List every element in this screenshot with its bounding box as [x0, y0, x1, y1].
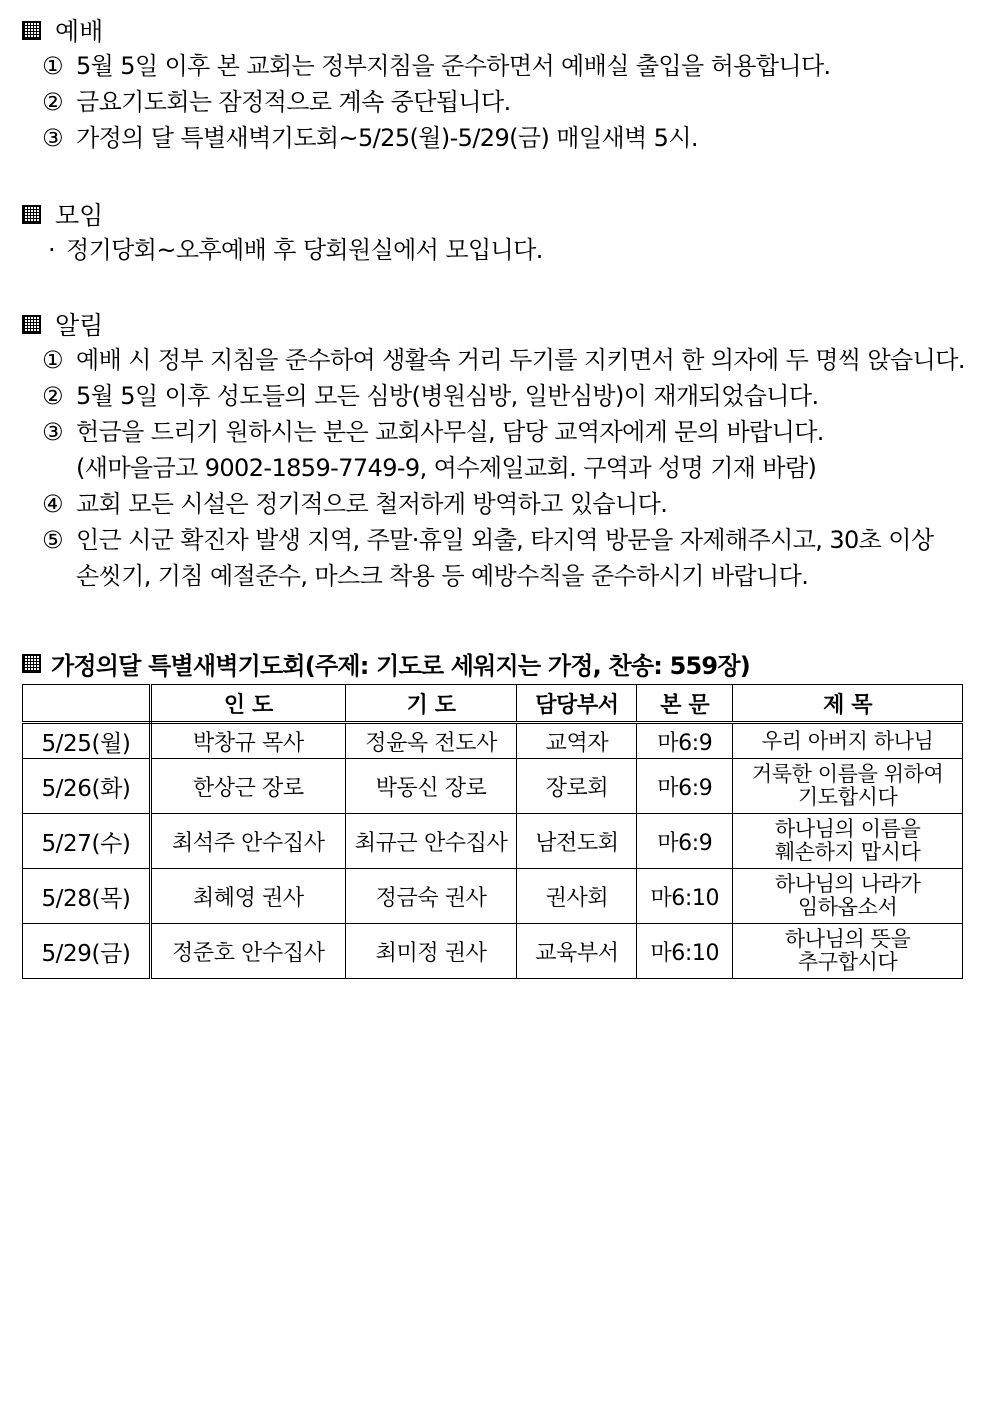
table-row	[23, 723, 963, 759]
worship-item: ③ 가정의 달 특별새벽기도회~5/25(월)-5/29(금) 매일새벽 5시.	[42, 124, 698, 152]
notice-item: ⑤ 인근 시군 확진자 발생 지역, 주말·휴일 외출, 타지역 방문을 자제해주시고, 30초 이상	[42, 526, 934, 554]
notice-item-continued: (새마을금고 9002-1859-7749-9, 여수제일교회. 구역과 성명 기재 바람)	[76, 454, 817, 482]
worship-heading-text: 예배	[55, 17, 104, 46]
cell-dept: 교역자	[517, 723, 637, 759]
header-text: 본 문	[637, 685, 733, 723]
cell-text: 마6:9	[637, 759, 733, 814]
cell-title: 하나님의 나라가 임하옵소서	[733, 869, 963, 924]
meeting-section	[22, 196, 977, 268]
notice-item-continued: 손씻기, 기침 예절준수, 마스크 착용 등 예방수칙을 준수하시기 바랍니다.	[76, 562, 809, 590]
header-title: 제 목	[733, 685, 963, 723]
cell-prayer: 정윤옥 전도사	[345, 723, 517, 759]
cell-text: 마6:9	[637, 814, 733, 869]
cell-date: 5/27(수)	[23, 814, 151, 869]
checkered-square-icon	[22, 205, 41, 224]
cell-title: 거룩한 이름을 위하여 기도합시다	[733, 759, 963, 814]
checkered-square-icon	[22, 654, 41, 673]
worship-item: ② 금요기도회는 잠정적으로 계속 중단됩니다.	[42, 88, 511, 116]
notice-item: ① 예배 시 정부 지침을 준수하여 생활속 거리 두기를 지키면서 한 의자에 두 명씩 앉습니다.	[42, 346, 965, 374]
cell-dept: 남전도회	[517, 814, 637, 869]
header-date	[23, 685, 151, 723]
cell-leader: 최석주 안수집사	[150, 814, 345, 869]
cell-leader: 한상근 장로	[150, 759, 345, 814]
checkered-square-icon	[22, 315, 41, 334]
cell-leader: 정준호 안수집사	[150, 924, 345, 979]
notice-item: ② 5월 5일 이후 성도들의 모든 심방(병원심방, 일반심방)이 재개되었습니다.	[42, 382, 819, 410]
meeting-item: · 정기당회~오후예배 후 당회원실에서 모입니다.	[48, 236, 543, 264]
schedule-section	[22, 646, 977, 680]
cell-prayer: 정금숙 권사	[345, 869, 517, 924]
worship-item: ① 5월 5일 이후 본 교회는 정부지침을 준수하면서 예배실 출입을 허용합니다.	[42, 52, 831, 80]
worship-heading	[22, 12, 977, 48]
cell-dept: 권사회	[517, 869, 637, 924]
schedule-title	[22, 646, 977, 680]
cell-text: 마6:10	[637, 924, 733, 979]
table-row	[23, 924, 963, 979]
worship-section	[22, 12, 977, 156]
cell-title: 하나님의 뜻을 추구합시다	[733, 924, 963, 979]
cell-prayer: 최규근 안수집사	[345, 814, 517, 869]
cell-leader: 최혜영 권사	[150, 869, 345, 924]
schedule-title-text: 가정의달 특별새벽기도회(주제: 기도로 세워지는 가정, 찬송: 559장)	[51, 651, 750, 680]
cell-dept: 교육부서	[517, 924, 637, 979]
notice-heading	[22, 306, 977, 342]
table-header-row	[23, 685, 963, 723]
header-leader: 인 도	[150, 685, 345, 723]
cell-prayer: 최미정 권사	[345, 924, 517, 979]
cell-title: 하나님의 이름을 훼손하지 맙시다	[733, 814, 963, 869]
cell-date: 5/25(월)	[23, 723, 151, 759]
header-prayer: 기 도	[345, 685, 517, 723]
table-row	[23, 814, 963, 869]
notice-section	[22, 306, 977, 594]
notice-item: ④ 교회 모든 시설은 정기적으로 철저하게 방역하고 있습니다.	[42, 490, 668, 518]
notice-heading-text: 알림	[55, 311, 104, 340]
notice-item: ③ 헌금을 드리기 원하시는 분은 교회사무실, 담당 교역자에게 문의 바랍니다.	[42, 418, 824, 446]
cell-date: 5/29(금)	[23, 924, 151, 979]
table-row	[23, 869, 963, 924]
cell-text: 마6:9	[637, 723, 733, 759]
cell-leader: 박창규 목사	[150, 723, 345, 759]
meeting-heading	[22, 196, 977, 232]
checkered-square-icon	[22, 21, 41, 40]
header-dept: 담당부서	[517, 685, 637, 723]
meeting-heading-text: 모임	[55, 201, 104, 230]
table-row	[23, 759, 963, 814]
cell-prayer: 박동신 장로	[345, 759, 517, 814]
cell-text: 마6:10	[637, 869, 733, 924]
cell-date: 5/26(화)	[23, 759, 151, 814]
cell-title: 우리 아버지 하나님	[733, 723, 963, 759]
schedule-table	[22, 684, 963, 979]
cell-date: 5/28(목)	[23, 869, 151, 924]
cell-dept: 장로회	[517, 759, 637, 814]
